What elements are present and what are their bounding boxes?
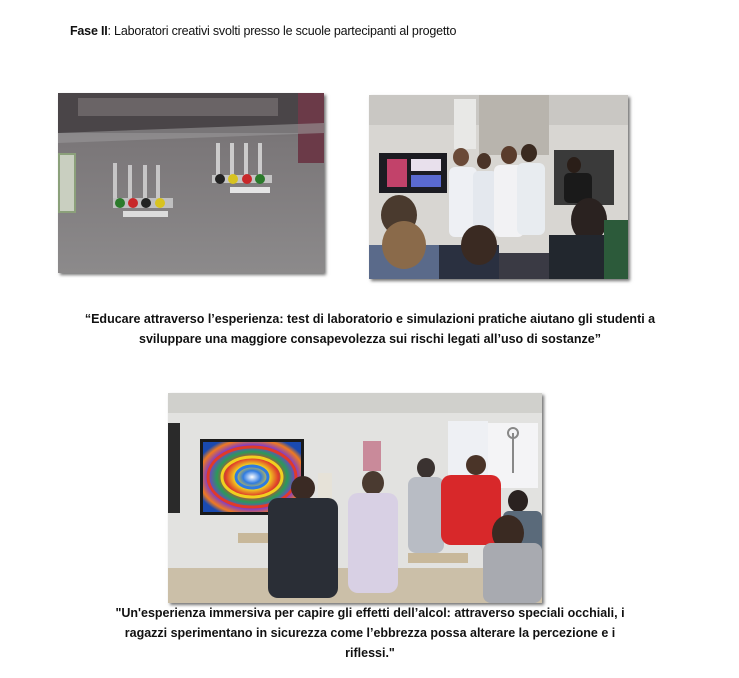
- caption-goggles-line-2: ragazzi sperimentano in sicurezza come l’ebbrezza possa alterare la percezione e i: [124, 626, 616, 640]
- phase-description: : Laboratori creativi svolti presso le scuole partecipanti al progetto: [107, 24, 457, 38]
- caption-lab-line-2: sviluppare una maggiore consapevolezza sui rischi legati all’uso di sostanze”: [139, 332, 601, 346]
- caption-lab-line-1: “Educare attraverso l’esperienza: test di laboratorio e simulazioni pratiche aiutano gli studenti a: [84, 312, 656, 326]
- alcohol-goggles-simulation-photo: [168, 393, 542, 603]
- caption-goggles-experience: [60, 603, 680, 663]
- page-heading: [70, 24, 456, 38]
- lab-test-tubes-photo: [58, 93, 324, 273]
- phase-label: Fase II: [70, 24, 108, 38]
- students-presentation-photo: [369, 95, 628, 279]
- caption-lab-experience: [60, 309, 680, 349]
- presentation-screen: [379, 153, 447, 193]
- caption-goggles-line-1: "Un'esperienza immersiva per capire gli effetti dell’alcol: attraverso speciali occhiali, i: [115, 606, 625, 620]
- caption-goggles-line-3: riflessi.": [345, 646, 395, 660]
